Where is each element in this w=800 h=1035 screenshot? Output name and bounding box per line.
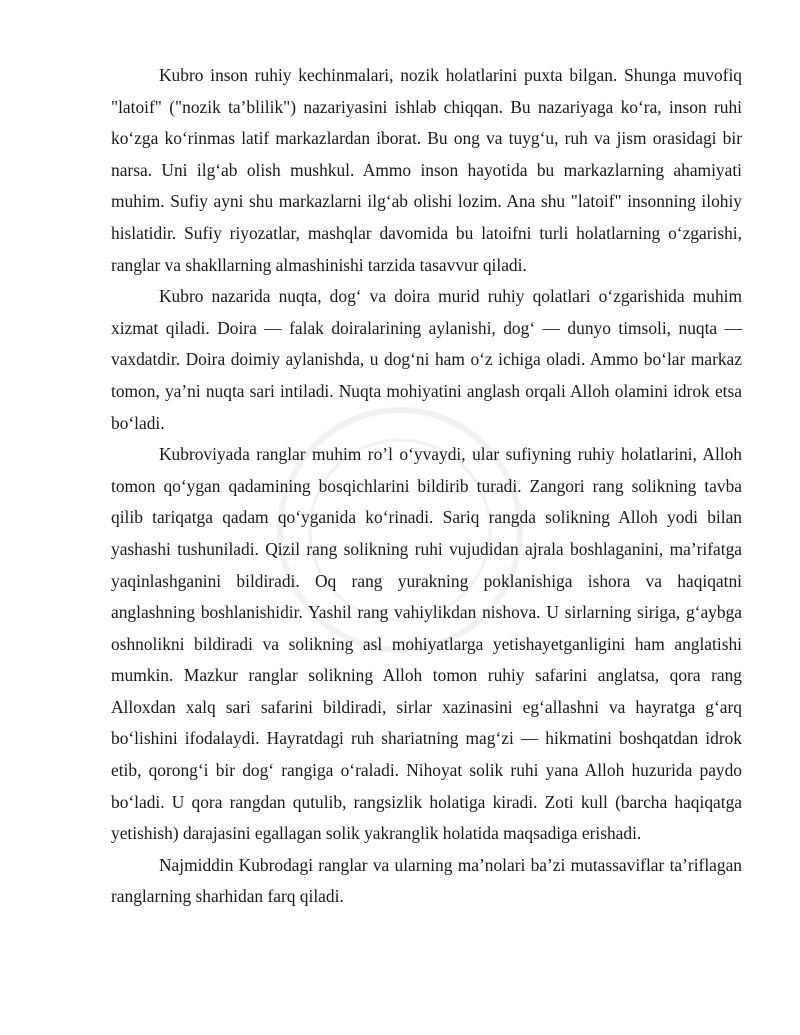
paragraph-ranglar: Kubroviyada ranglar muhim ro’l o‘yvaydi, ular sufiyning ruhiy holatlarini, Alloh tomon qo‘ygan qadamining bosqichlarini bildirib turadi. Zangori rang solikning tavba qilib tariqatga qadam qo‘yganida ko‘rinadi. Sariq rangda solikning Alloh yodi bilan yashashi tushuniladi. Qizil rang solikning ruhi vujudidan ajrala boshlaganini, ma’rifatga yaqinlashganini bildiradi. Oq rang yurakning poklanishiga ishora va haqiqatni anglashning boshlanishidir. Yashil rang vahiylikdan nishova. U sirlarning siriga, g‘aybga oshnolikni bildiradi va solikning asl mohiyatlarga yetishayetganligini ham anglatishi mumkin. Mazkur ranglar solikning Alloh tomon ruhiy safarini anglatsa, qora rang Alloxdan xalq sari safarini bildiradi, sirlar xazinasini eg‘allashni va hayratga g‘arq bo‘lishini ifodalaydi. Hayratdagi ruh shariatning mag‘zi — hikmatini boshqatdan idrok etib, qorong‘i bir dog‘ rangiga o‘raladi. Nihoyat solik ruhi yana Alloh huzurida paydo bo‘ladi. U qora rangdan qutulib, rangsizlik holatiga kiradi. Zoti kull (barcha haqiqatga yetishish) darajasini egallagan solik yakranglik holatida maqsadiga erishadi. — [111, 444, 742, 844]
paragraph-latoif: Kubro inson ruhiy kechinmalari, nozik holatlarini puxta bilgan. Shunga muvofiq "latoif" ("nozik ta’blilik") nazariyasini ishlab chiqqan. Bu nazariyaga ko‘ra, inson ruhi ko‘zga ko‘rinmas latif markazlardan iborat. Bu ong va tuyg‘u, ruh va jism orasidagi bir narsa. Uni ilg‘ab olish mushkul. Ammo inson hayotida bu markazlarning ahamiyati muhim. Sufiy ayni shu markazlarni ilg‘ab olishi lozim. Ana shu "latoif" insonning ilohiy hislatidir. Sufiy riyozatlar, mashqlar davomida bu latoifni turli holatlarning o‘zgarishi, ranglar va shakllarning almashinishi tarzida tasavvur qiladi. — [111, 65, 742, 275]
paragraph-najmiddin-kubro: Najmiddin Kubrodagi ranglar va ularning ma’nolari ba’zi mutassaviflar ta’riflagan ranglarning sharhidan farq qiladi. — [111, 854, 742, 907]
body-text — [111, 60, 742, 913]
paragraph-nuqta-dog-doira: Kubro nazarida nuqta, dog‘ va doira murid ruhiy qolatlari o‘zgarishida muhim xizmat qiladi. Doira — falak doiralarining aylanishi, dog‘ — dunyo timsoli, nuqta — vaxdatdir. Doira doimiy aylanishda, u dog‘ni ham o‘z ichiga oladi. Ammo bo‘lar markaz tomon, ya’ni nuqta sari intiladi. Nuqta mohiyatini anglash orqali Alloh olamini idrok etsa bo‘ladi. — [111, 286, 742, 433]
